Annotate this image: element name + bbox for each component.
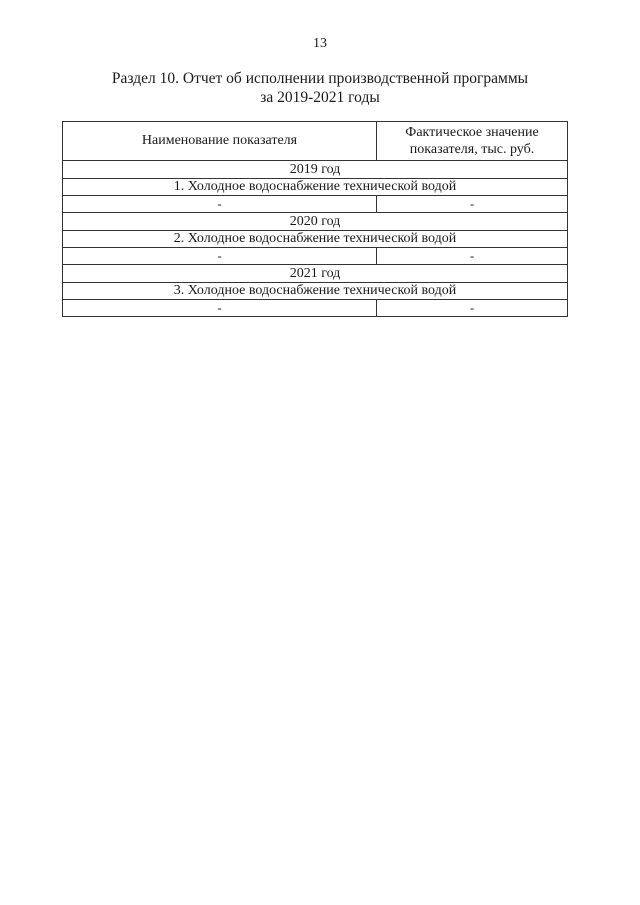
year-row-2020	[63, 213, 568, 231]
item-row	[63, 231, 568, 248]
title-line-2: за 2019-2021 годы	[260, 89, 380, 106]
actual-value: -	[377, 300, 568, 317]
item-label: 1. Холодное водоснабжение технической водой	[63, 179, 568, 196]
indicator-value: -	[63, 248, 377, 265]
item-row	[63, 283, 568, 300]
indicator-value: -	[63, 300, 377, 317]
year-label: 2021 год	[63, 265, 568, 283]
header-actual-value: Фактическое значение показателя, тыс. руб.	[377, 122, 568, 161]
table-row	[63, 196, 568, 213]
indicator-value: -	[63, 196, 377, 213]
item-label: 2. Холодное водоснабжение технической водой	[63, 231, 568, 248]
actual-value: -	[377, 248, 568, 265]
year-label: 2019 год	[63, 161, 568, 179]
page-number: 13	[313, 36, 327, 51]
year-row-2021	[63, 265, 568, 283]
item-row	[63, 179, 568, 196]
production-program-report-table	[62, 121, 568, 317]
item-label: 3. Холодное водоснабжение технической водой	[63, 283, 568, 300]
table-row	[63, 300, 568, 317]
year-label: 2020 год	[63, 213, 568, 231]
year-row-2019	[63, 161, 568, 179]
title-line-1: Раздел 10. Отчет об исполнении производственной программы	[111, 70, 529, 87]
header-indicator-name: Наименование показателя	[63, 122, 377, 161]
section-title	[0, 69, 640, 107]
table-row	[63, 248, 568, 265]
actual-value: -	[377, 196, 568, 213]
table-header-row	[63, 122, 568, 161]
